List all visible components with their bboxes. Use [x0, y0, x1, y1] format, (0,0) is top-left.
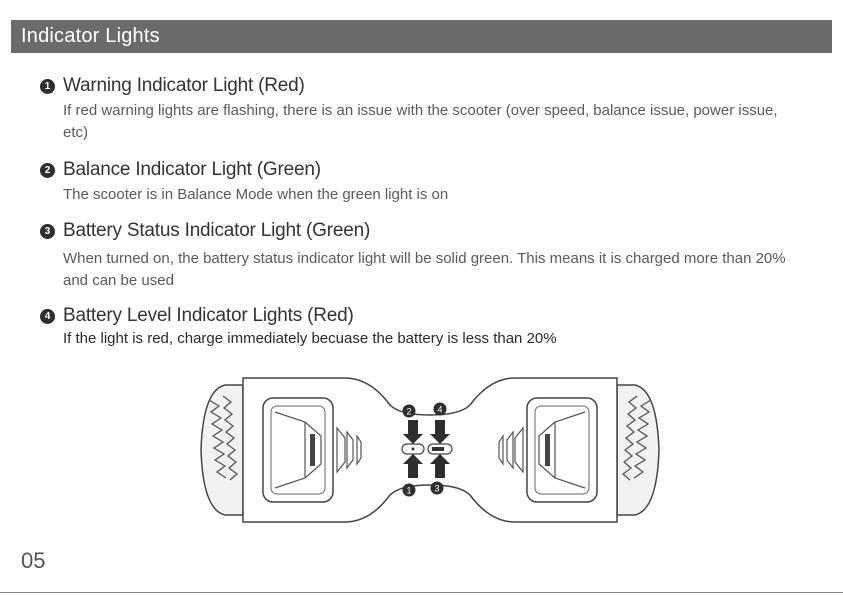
- callout-badge: 1: [406, 485, 412, 496]
- section-body: When turned on, the battery status indicator light will be solid green. This means it is charged more than 20% and can be used: [63, 250, 786, 289]
- section-balance-light: [40, 159, 800, 206]
- section-battery-status-light: [40, 220, 800, 292]
- callout-badge: 3: [434, 483, 440, 494]
- callout-badge: 2: [406, 406, 412, 417]
- section-title: Battery Level Indicator Lights (Red): [63, 305, 354, 326]
- number-badge: 3: [40, 224, 55, 239]
- section-title: Battery Status Indicator Light (Green): [63, 220, 371, 241]
- page-number: 05: [21, 548, 46, 573]
- number-badge: 4: [40, 309, 55, 324]
- section-warning-light: [40, 75, 800, 144]
- right-wheel: [617, 385, 659, 515]
- callout-badge: 4: [437, 404, 443, 415]
- header-bar: [11, 20, 832, 53]
- hoverboard-illustration: [195, 370, 665, 530]
- section-battery-level-light: [40, 305, 800, 350]
- number-badge: 1: [40, 79, 55, 94]
- section-body: If red warning lights are flashing, there is an issue with the scooter (over speed, balance issue, power issue, etc): [63, 102, 778, 141]
- bottom-divider: [0, 592, 843, 593]
- number-badge: 2: [40, 163, 55, 178]
- left-wheel: [201, 385, 243, 515]
- section-body: If the light is red, charge immediately becuase the battery is less than 20%: [63, 330, 557, 347]
- section-title: Balance Indicator Light (Green): [63, 159, 321, 180]
- section-body: The scooter is in Balance Mode when the green light is on: [63, 186, 449, 203]
- page-title: Indicator Lights: [21, 25, 160, 47]
- section-title: Warning Indicator Light (Red): [63, 75, 305, 96]
